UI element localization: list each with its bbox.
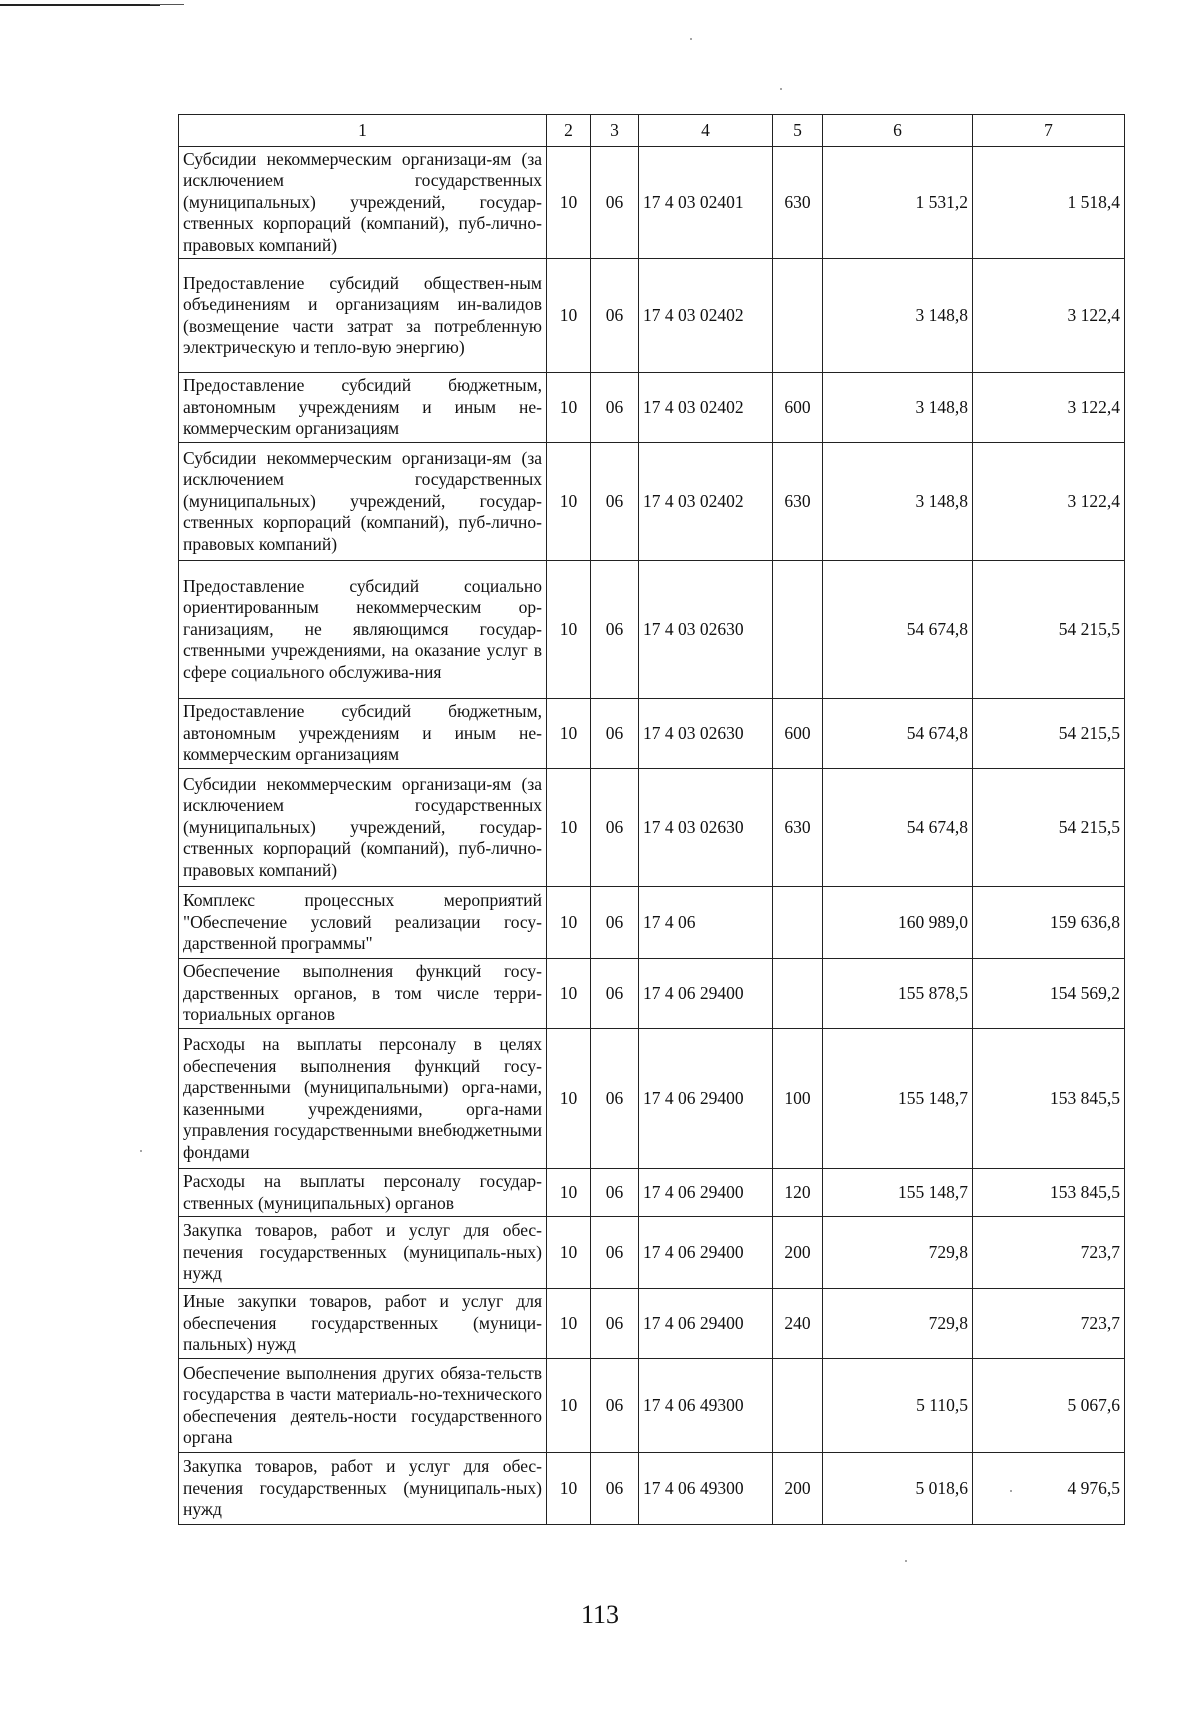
table-row	[179, 1359, 1125, 1453]
cell-section: 10	[547, 147, 591, 259]
cell-subsection: 06	[591, 259, 639, 373]
cell-section: 10	[547, 699, 591, 769]
cell-target-code: 17 4 03 02630	[639, 769, 773, 887]
cell-target-code: 17 4 06 29400	[639, 1289, 773, 1359]
cell-expense-type: 600	[773, 699, 823, 769]
cell-section: 10	[547, 1217, 591, 1289]
cell-target-code: 17 4 06 29400	[639, 1169, 773, 1217]
cell-target-code: 17 4 06 29400	[639, 959, 773, 1029]
cell-section: 10	[547, 1029, 591, 1169]
cell-amount-6: 3 148,8	[823, 443, 973, 561]
scan-speck	[905, 1560, 907, 1562]
cell-target-code: 17 4 03 02630	[639, 699, 773, 769]
cell-subsection: 06	[591, 1169, 639, 1217]
cell-subsection: 06	[591, 959, 639, 1029]
cell-section: 10	[547, 1359, 591, 1453]
cell-target-code: 17 4 03 02630	[639, 561, 773, 699]
row-name: Комплекс процессных мероприятий "Обеспечение условий реализации госу-дарственной программы"	[179, 887, 547, 959]
cell-section: 10	[547, 1453, 591, 1525]
cell-amount-6: 155 878,5	[823, 959, 973, 1029]
cell-amount-6: 54 674,8	[823, 699, 973, 769]
row-name: Предоставление субсидий бюджетным, автономным учреждениям и иным не-коммерческим организациям	[179, 373, 547, 443]
table-row	[179, 1453, 1125, 1525]
row-name: Субсидии некоммерческим организаци-ям (за исключением государственных (муниципальных) учреждений, государ-ственных корпораций (компаний), пуб-лично-правовых компаний)	[179, 769, 547, 887]
cell-amount-7: 54 215,5	[973, 561, 1125, 699]
row-name: Обеспечение выполнения других обяза-тельств государства в части материаль-но-технического обеспечения деятель-ности государственного органа	[179, 1359, 547, 1453]
cell-expense-type: 200	[773, 1453, 823, 1525]
cell-expense-type	[773, 259, 823, 373]
cell-subsection: 06	[591, 1289, 639, 1359]
table-row	[179, 561, 1125, 699]
cell-section: 10	[547, 959, 591, 1029]
cell-amount-7: 154 569,2	[973, 959, 1125, 1029]
cell-target-code: 17 4 06 29400	[639, 1029, 773, 1169]
page-number: 113	[580, 1600, 620, 1629]
cell-target-code: 17 4 03 02401	[639, 147, 773, 259]
cell-amount-7: 3 122,4	[973, 443, 1125, 561]
cell-expense-type: 630	[773, 147, 823, 259]
table-row	[179, 1289, 1125, 1359]
row-name: Закупка товаров, работ и услуг для обес-печения государственных (муниципаль-ных) нужд	[179, 1217, 547, 1289]
cell-amount-7: 3 122,4	[973, 259, 1125, 373]
cell-section: 10	[547, 1169, 591, 1217]
cell-amount-6: 729,8	[823, 1289, 973, 1359]
cell-subsection: 06	[591, 561, 639, 699]
cell-amount-7: 723,7	[973, 1289, 1125, 1359]
cell-subsection: 06	[591, 1359, 639, 1453]
row-name: Предоставление субсидий обществен-ным объединениям и организациям ин-валидов (возмещение части затрат за потребленную электрическую и тепло-вую энергию)	[179, 259, 547, 373]
scan-top-rule-tail	[150, 4, 184, 5]
table-header-row	[179, 115, 1125, 147]
cell-subsection: 06	[591, 769, 639, 887]
table-row	[179, 1029, 1125, 1169]
cell-section: 10	[547, 769, 591, 887]
cell-section: 10	[547, 887, 591, 959]
cell-target-code: 17 4 06 29400	[639, 1217, 773, 1289]
table-row	[179, 1169, 1125, 1217]
table-row	[179, 887, 1125, 959]
cell-subsection: 06	[591, 1029, 639, 1169]
cell-amount-6: 3 148,8	[823, 373, 973, 443]
cell-expense-type: 240	[773, 1289, 823, 1359]
cell-amount-7: 3 122,4	[973, 373, 1125, 443]
scan-speck	[1010, 1490, 1012, 1492]
cell-target-code: 17 4 06 49300	[639, 1359, 773, 1453]
cell-amount-6: 3 148,8	[823, 259, 973, 373]
row-name: Субсидии некоммерческим организаци-ям (за исключением государственных (муниципальных) учреждений, государ-ственных корпораций (компаний), пуб-лично-правовых компаний)	[179, 443, 547, 561]
column-header: 1	[179, 115, 547, 147]
column-header: 3	[591, 115, 639, 147]
cell-subsection: 06	[591, 887, 639, 959]
cell-amount-6: 54 674,8	[823, 561, 973, 699]
column-header: 6	[823, 115, 973, 147]
cell-target-code: 17 4 03 02402	[639, 443, 773, 561]
cell-amount-6: 729,8	[823, 1217, 973, 1289]
cell-amount-7: 4 976,5	[973, 1453, 1125, 1525]
column-header: 5	[773, 115, 823, 147]
cell-expense-type: 200	[773, 1217, 823, 1289]
table-row	[179, 443, 1125, 561]
row-name: Расходы на выплаты персоналу в целях обеспечения выполнения функций госу-дарственными (муниципальными) орга-нами, казенными учреждениями, орга-нами управления государственными внебюджетными фондами	[179, 1029, 547, 1169]
cell-amount-6: 1 531,2	[823, 147, 973, 259]
table-row	[179, 259, 1125, 373]
budget-table	[178, 114, 1125, 1525]
table-row	[179, 1217, 1125, 1289]
cell-section: 10	[547, 443, 591, 561]
cell-expense-type: 100	[773, 1029, 823, 1169]
cell-target-code: 17 4 06 49300	[639, 1453, 773, 1525]
cell-section: 10	[547, 259, 591, 373]
table-row	[179, 373, 1125, 443]
cell-expense-type: 630	[773, 769, 823, 887]
cell-expense-type: 600	[773, 373, 823, 443]
cell-section: 10	[547, 561, 591, 699]
row-name: Закупка товаров, работ и услуг для обес-печения государственных (муниципаль-ных) нужд	[179, 1453, 547, 1525]
cell-section: 10	[547, 1289, 591, 1359]
cell-expense-type: 120	[773, 1169, 823, 1217]
row-name: Субсидии некоммерческим организаци-ям (за исключением государственных (муниципальных) учреждений, государ-ственных корпораций (компаний), пуб-лично-правовых компаний)	[179, 147, 547, 259]
cell-amount-6: 5 018,6	[823, 1453, 973, 1525]
cell-amount-7: 723,7	[973, 1217, 1125, 1289]
table-row	[179, 959, 1125, 1029]
scan-speck	[690, 38, 692, 40]
cell-section: 10	[547, 373, 591, 443]
cell-expense-type	[773, 1359, 823, 1453]
table-row	[179, 147, 1125, 259]
cell-expense-type	[773, 959, 823, 1029]
cell-subsection: 06	[591, 147, 639, 259]
table-row	[179, 699, 1125, 769]
cell-amount-7: 1 518,4	[973, 147, 1125, 259]
cell-expense-type	[773, 561, 823, 699]
cell-amount-6: 160 989,0	[823, 887, 973, 959]
cell-subsection: 06	[591, 1217, 639, 1289]
cell-target-code: 17 4 03 02402	[639, 259, 773, 373]
cell-subsection: 06	[591, 1453, 639, 1525]
cell-amount-7: 153 845,5	[973, 1169, 1125, 1217]
row-name: Расходы на выплаты персоналу государ-ственных (муниципальных) органов	[179, 1169, 547, 1217]
scan-speck	[140, 1150, 142, 1152]
cell-amount-7: 159 636,8	[973, 887, 1125, 959]
cell-amount-7: 153 845,5	[973, 1029, 1125, 1169]
cell-amount-7: 54 215,5	[973, 769, 1125, 887]
cell-target-code: 17 4 06	[639, 887, 773, 959]
cell-amount-6: 54 674,8	[823, 769, 973, 887]
column-header: 7	[973, 115, 1125, 147]
row-name: Предоставление субсидий бюджетным, автономным учреждениям и иным не-коммерческим организациям	[179, 699, 547, 769]
table-row	[179, 769, 1125, 887]
cell-subsection: 06	[591, 373, 639, 443]
column-header: 4	[639, 115, 773, 147]
row-name: Иные закупки товаров, работ и услуг для обеспечения государственных (муници-пальных) нужд	[179, 1289, 547, 1359]
column-header: 2	[547, 115, 591, 147]
cell-amount-6: 155 148,7	[823, 1169, 973, 1217]
row-name: Предоставление субсидий социально ориентированным некоммерческим ор-ганизациям, не являющимся государ-ственными учреждениями, на оказание услуг в сфере социального обслужива-ния	[179, 561, 547, 699]
cell-subsection: 06	[591, 443, 639, 561]
cell-amount-6: 155 148,7	[823, 1029, 973, 1169]
cell-expense-type: 630	[773, 443, 823, 561]
cell-subsection: 06	[591, 699, 639, 769]
scan-speck	[780, 88, 782, 90]
cell-amount-7: 5 067,6	[973, 1359, 1125, 1453]
cell-target-code: 17 4 03 02402	[639, 373, 773, 443]
scan-top-rule	[0, 4, 160, 6]
row-name: Обеспечение выполнения функций госу-дарственных органов, в том числе терри-ториальных органов	[179, 959, 547, 1029]
cell-expense-type	[773, 887, 823, 959]
cell-amount-7: 54 215,5	[973, 699, 1125, 769]
cell-amount-6: 5 110,5	[823, 1359, 973, 1453]
